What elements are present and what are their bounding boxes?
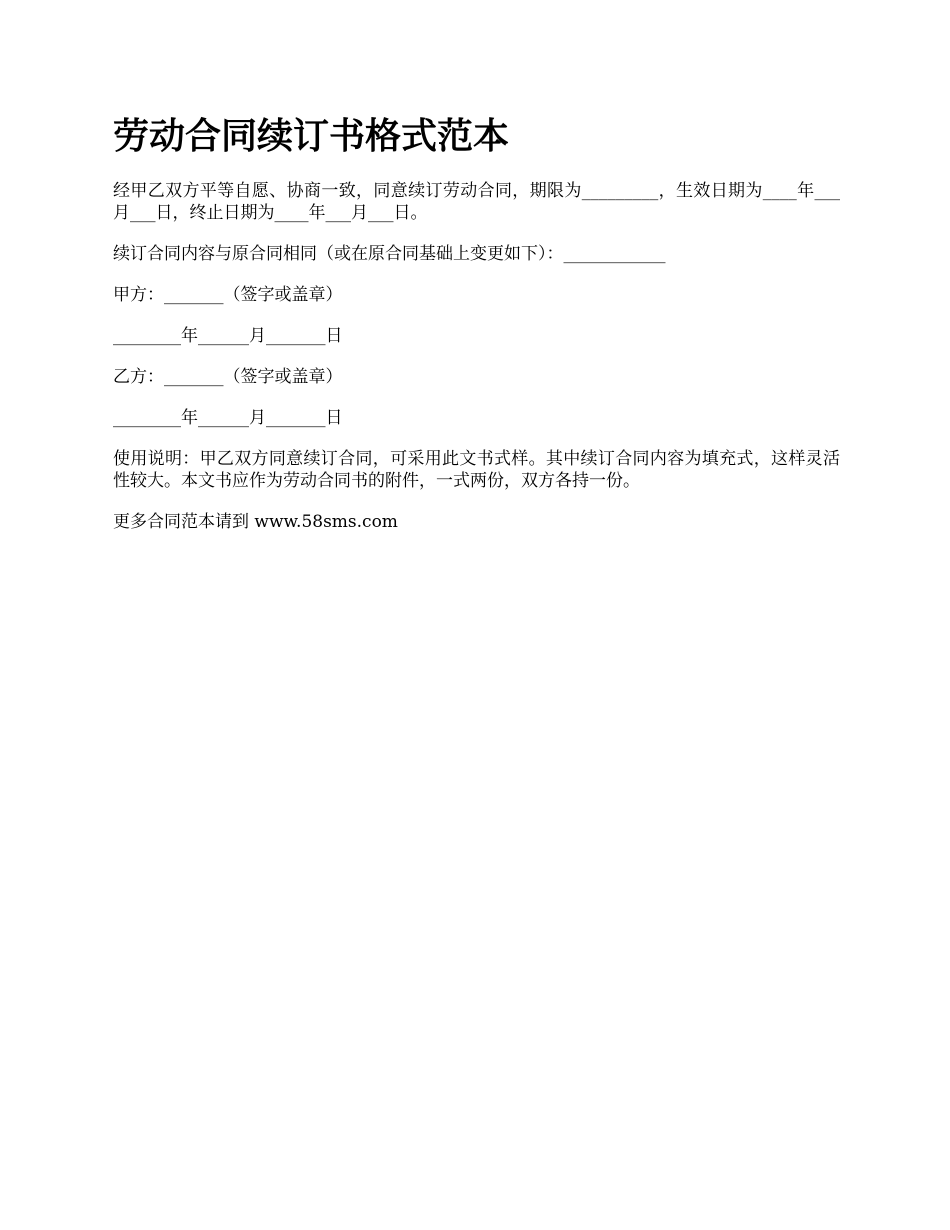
document-page: [113, 110, 840, 552]
party-b-date-line: ________年______月_______日: [113, 408, 343, 428]
party-a-signature-line: 甲方：_______（签字或盖章）: [113, 285, 343, 305]
contract-term-paragraph: 经甲乙双方平等自愿、协商一致，同意续订劳动合同，期限为_________，生效日期为____年___月___日，终止日期为____年___月___日。: [113, 181, 840, 223]
party-b-signature-line: 乙方：_______（签字或盖章）: [113, 367, 343, 387]
document-title: 劳动合同续订书格式范本: [113, 115, 510, 157]
usage-note-paragraph: 使用说明：甲乙双方同意续订合同，可采用此文书式样。其中续订合同内容为填充式，这样灵活性较大。本文书应作为劳动合同书的附件，一式两份，双方各持一份。: [113, 449, 840, 491]
party-a-date-line: ________年______月_______日: [113, 326, 343, 346]
contract-content-paragraph: 续订合同内容与原合同相同（或在原合同基础上变更如下）：____________: [113, 244, 666, 264]
more-templates-link-text: 更多合同范本请到 www.58sms.com: [113, 512, 398, 532]
